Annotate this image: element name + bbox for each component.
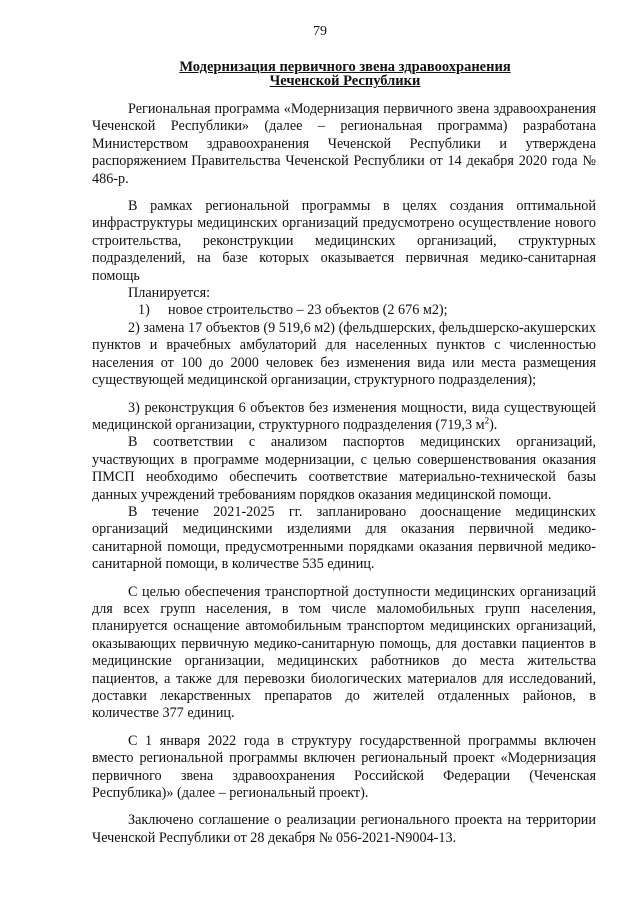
paragraph-transport: С целью обеспечения транспортной доступности медицинских организаций для всех групп населения, в том числе маломобильных групп населения, планируется оснащение автомобильным транспортом медицинских организаций, оказывающих первичную медико-санитарную помощь, для доставки пациентов в медицинские организации, медицинских работников до места жительства пациентов, а также для перевозки биологических материалов для исследований, доставки лекарственных препаратов до жителей отдаленных районов, в количестве 377 единиц. [92, 583, 596, 722]
list-item-number: 1) [138, 302, 150, 319]
document-body [92, 101, 596, 847]
paragraph-agreement: Заключено соглашение о реализации регионального проекта на территории Чеченской Республики от 28 декабря № 056-2021-N9004-13. [92, 812, 596, 846]
page-number: 79 [313, 24, 327, 39]
paragraph-passport-analysis: В соответствии с анализом паспортов медицинских организаций, участвующих в программе модернизации, с целью совершенствования оказания ПМСП необходимо обеспечить соответствие материально-технической базы данных учреждений требованиям порядков оказания медицинской помощи. [92, 434, 596, 503]
paragraph-equipment: В течение 2021-2025 гг. запланировано дооснащение медицинских организаций медицинскими изделиями для оказания первичной медико-санитарной помощи, предусмотренными порядками оказания первичной медико-санитарной помощи, в количестве 535 единиц. [92, 503, 596, 573]
paragraph-infrastructure: В рамках региональной программы в целях создания оптимальной инфраструктуры медицинских организаций предусмотрено осуществление нового строительства, реконструкции медицинских организаций, структурных подразделений, на базе которых оказывается первичная медико-санитарная помощь [92, 198, 596, 284]
list-item-replacement: 2) замена 17 объектов (9 519,6 м2) (фельдшерских, фельдшерско-акушерских пунктов и врачебных амбулаторий для населенных пунктов с численностью населения от 100 до 2000 человек без изменения вида или места размещения существующей медицинской организации, структурного подразделения); [92, 319, 596, 389]
paragraph-planned: Планируется: [128, 285, 211, 302]
reconstruction-end: ). [489, 416, 498, 433]
title-line-1: Модернизация первичного звена здравоохранения [179, 59, 511, 75]
paragraph-state-program: С 1 января 2022 года в структуру государственной программы включен вместо региональной программы включен региональный проект «Модернизация первичного звена здравоохранения Российской Федерации (Чеченская Республика)» (далее – региональный проект). [92, 732, 596, 802]
list-item-reconstruction [92, 400, 596, 435]
list-item-new-construction [92, 302, 596, 319]
list-item-text: новое строительство – 23 объектов (2 676 м2); [168, 302, 448, 319]
reconstruction-text: 3) реконструкция 6 объектов без изменения мощности, вида существующей медицинской организации, структурного подразделения (719,3 м [92, 399, 596, 433]
paragraph-regional-program: Региональная программа «Модернизация первичного звена здравоохранения Чеченской Республики» (далее – региональная программа) разработана Министерством здравоохранения Чеченской Республики и утверждена распоряжением Правительства Чеченской Республики от 14 декабря 2020 года № 486-р. [92, 101, 596, 187]
superscript-two: 2 [484, 415, 490, 426]
section-title [90, 60, 600, 88]
title-line-2: Чеченской Республики [269, 73, 421, 89]
